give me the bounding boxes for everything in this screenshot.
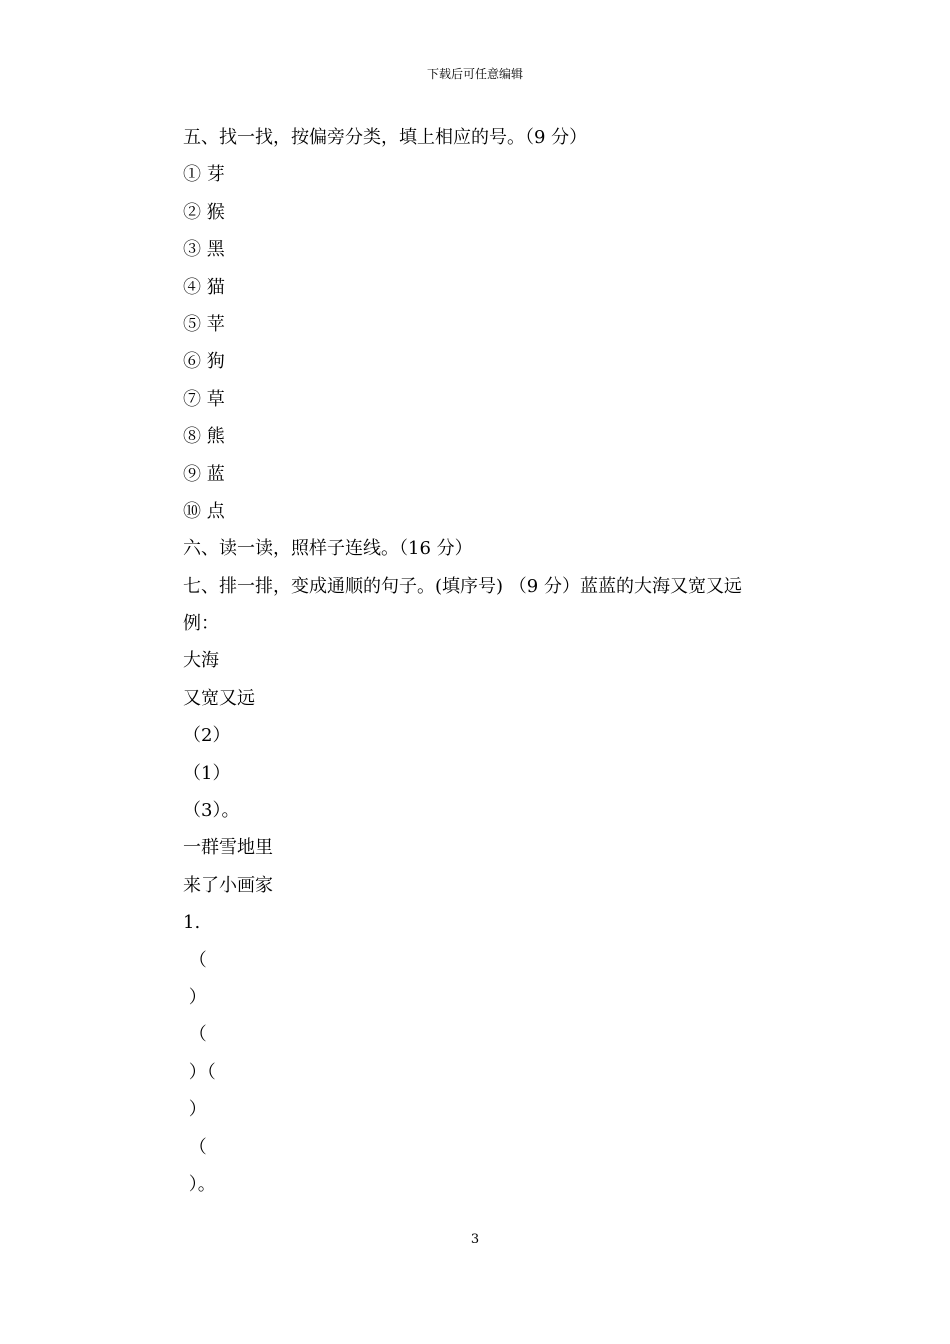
answer-blank: （ bbox=[183, 1024, 207, 1046]
page-header: 下载后可任意编辑 bbox=[426, 67, 523, 81]
section-six-title: 六、读一读，照样子连线。（16 分） bbox=[183, 538, 473, 560]
answer-blank: ）（ bbox=[183, 1061, 216, 1083]
text-line: 又宽又远 bbox=[183, 687, 255, 709]
text-line: （2） bbox=[183, 725, 231, 747]
answer-blank: ）。 bbox=[183, 1173, 216, 1195]
list-item: ③ 黑 bbox=[183, 239, 225, 261]
list-item: ⑦ 草 bbox=[183, 388, 225, 410]
answer-blank: ） bbox=[183, 986, 207, 1008]
text-line: （1） bbox=[183, 762, 231, 784]
text-line: 一群雪地里 bbox=[183, 837, 273, 859]
section-seven-title: 七、排一排，变成通顺的句子。(填序号) （9 分）蓝蓝的大海又宽又远 bbox=[183, 575, 742, 597]
text-line: 来了小画家 bbox=[183, 874, 273, 896]
list-item: ② 猴 bbox=[183, 201, 225, 223]
page-number: 3 bbox=[470, 1232, 480, 1247]
answer-blank: ） bbox=[183, 1099, 207, 1121]
list-item: ⑥ 狗 bbox=[183, 351, 225, 373]
list-item: ⑤ 苹 bbox=[183, 313, 225, 335]
text-line: （3）。 bbox=[183, 800, 240, 822]
list-item: ① 芽 bbox=[183, 164, 225, 186]
section-five-title: 五、找一找，按偏旁分类，填上相应的号。（9 分） bbox=[183, 127, 588, 148]
list-item: ⑨ 蓝 bbox=[183, 463, 225, 485]
list-item: ④ 猫 bbox=[183, 276, 225, 298]
list-item: ⑧ 熊 bbox=[183, 426, 225, 448]
question-number: 1. bbox=[183, 912, 201, 934]
text-line: 大海 bbox=[183, 650, 219, 672]
list-item: ⑩ 点 bbox=[183, 500, 225, 522]
document-body bbox=[183, 119, 823, 1203]
answer-blank: （ bbox=[183, 1136, 207, 1158]
example-label: 例： bbox=[183, 613, 219, 635]
answer-blank: （ bbox=[183, 949, 207, 971]
